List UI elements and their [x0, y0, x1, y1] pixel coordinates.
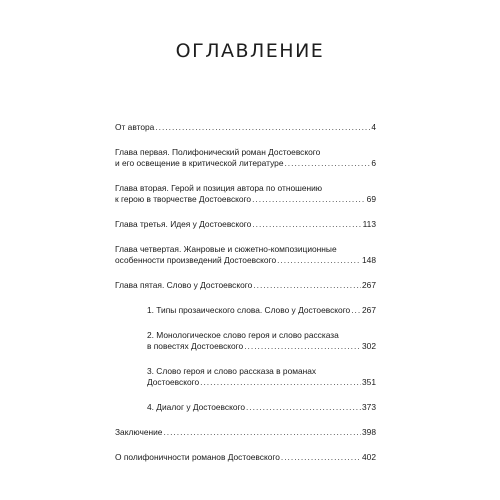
dot-leader [244, 341, 361, 352]
dot-leader [155, 122, 370, 133]
toc-entry-text: Глава вторая. Герой и позиция автора по отношению [115, 183, 323, 193]
dot-leader [163, 427, 361, 438]
dot-leader [351, 305, 361, 316]
toc-page-number: 69 [366, 194, 376, 204]
toc-entry-text: к герою в творчестве Достоевского [115, 194, 252, 204]
toc-entry-text: Глава третья. Идея у Достоевского [115, 219, 252, 229]
toc-page-number: 113 [362, 219, 376, 229]
toc-page-number: 402 [362, 452, 376, 462]
toc-entry-text: От автора [115, 122, 155, 132]
toc-entry-text: и его освещение в критической литературе [115, 158, 284, 168]
toc-entry-text: Глава пятая. Слово у Достоевского [115, 280, 253, 290]
toc-entry[interactable] [115, 147, 376, 169]
toc-entry-text: особенности произведений Достоевского [115, 255, 277, 265]
toc-entry-text: 2. Монологическое слово героя и слово рассказа [147, 330, 339, 340]
dot-leader [284, 158, 370, 169]
toc-page-number: 267 [362, 280, 376, 290]
toc-entry[interactable] [115, 452, 376, 463]
toc-entry[interactable] [115, 122, 376, 133]
dot-leader [246, 402, 361, 413]
dot-leader [200, 377, 361, 388]
toc-entry[interactable] [115, 330, 376, 352]
toc-entry-text: Достоевского [147, 377, 200, 387]
toc-entry[interactable] [115, 427, 376, 438]
toc-entry-text: Заключение [115, 427, 163, 437]
page-title: ОГЛАВЛЕНИЕ [175, 40, 325, 62]
toc-page-number: 267 [362, 305, 376, 315]
dot-leader [277, 255, 361, 266]
toc-entry[interactable] [115, 305, 376, 316]
toc-entry-text: О полифоничности романов Достоевского [115, 452, 280, 462]
table-of-contents [115, 122, 376, 477]
dot-leader [253, 280, 361, 291]
dot-leader [252, 219, 361, 230]
toc-entry-text: Глава четвертая. Жанровые и сюжетно-композиционные [115, 244, 337, 254]
toc-entry[interactable] [115, 280, 376, 291]
toc-page-number: 4 [371, 122, 376, 132]
toc-entry-text: в повестях Достоевского [147, 341, 244, 351]
toc-page-number: 398 [362, 427, 376, 437]
dot-leader [252, 194, 366, 205]
toc-page-number: 373 [362, 402, 376, 412]
dot-leader [281, 452, 361, 463]
toc-entry[interactable] [115, 183, 376, 205]
toc-entry-text: 1. Типы прозаического слова. Слово у Достоевского [147, 305, 351, 315]
toc-page-number: 351 [362, 377, 376, 387]
toc-page-number: 148 [362, 255, 376, 265]
toc-entry[interactable] [115, 402, 376, 413]
toc-page-number: 302 [362, 341, 376, 351]
toc-entry-text: 3. Слово героя и слово рассказа в романах [147, 366, 317, 376]
toc-entry-text: Глава первая. Полифонический роман Достоевского [115, 147, 321, 157]
toc-entry[interactable] [115, 219, 376, 230]
toc-entry-text: 4. Диалог у Достоевского [147, 402, 246, 412]
toc-entry[interactable] [115, 244, 376, 266]
toc-entry[interactable] [115, 366, 376, 388]
toc-page-number: 6 [371, 158, 376, 168]
